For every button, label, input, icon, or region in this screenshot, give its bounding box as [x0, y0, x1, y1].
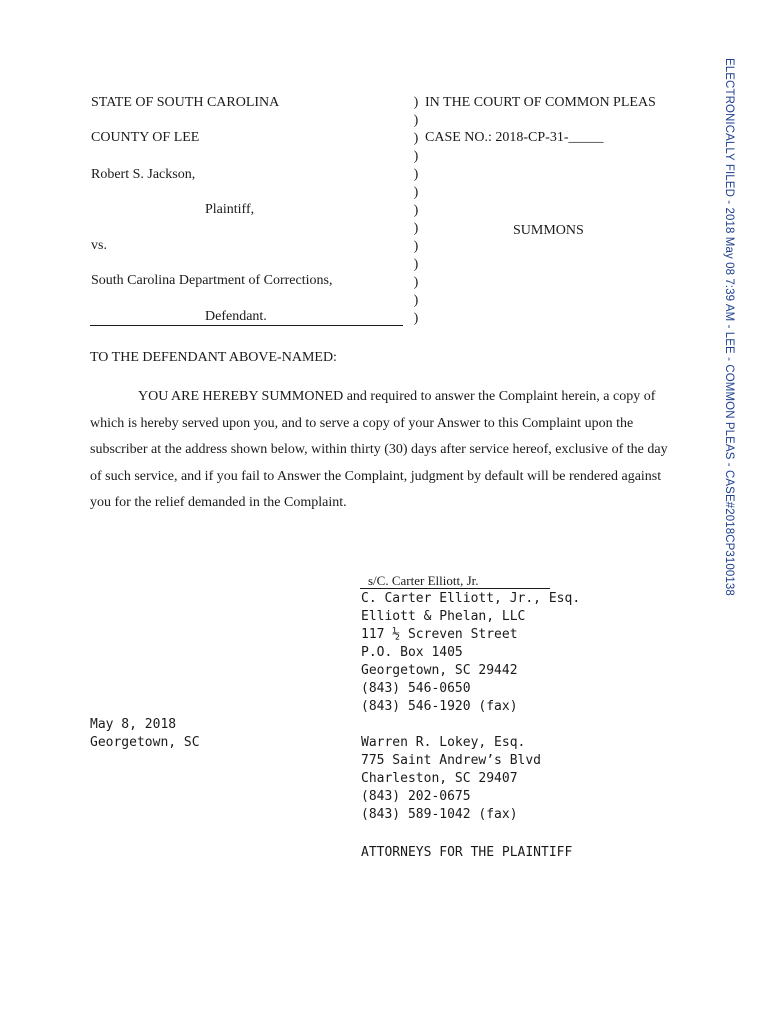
paren-mark: )	[413, 167, 419, 182]
caption-defendant-label: Defendant.	[205, 309, 267, 324]
paren-mark: )	[413, 275, 419, 290]
caption-underline	[90, 325, 403, 326]
attorney1-street: 117 ½ Screven Street	[361, 627, 518, 642]
attorney2-street: 775 Saint Andrew’s Blvd	[361, 753, 542, 768]
attorney1-phone: (843) 546-0650	[361, 681, 471, 696]
signature-line: s/C. Carter Elliott, Jr.	[360, 573, 550, 589]
caption-county: COUNTY OF LEE	[91, 130, 200, 145]
caption-defendant-name: South Carolina Department of Corrections,	[91, 273, 333, 288]
paren-mark: )	[413, 185, 419, 200]
caption-case-number: CASE NO.: 2018-CP-31-_____	[425, 130, 604, 145]
attorney1-firm: Elliott & Phelan, LLC	[361, 609, 526, 624]
dateline-place: Georgetown, SC	[90, 735, 200, 750]
caption-court: IN THE COURT OF COMMON PLEAS	[425, 95, 656, 110]
paren-mark: )	[413, 95, 419, 110]
attorney2-name: Warren R. Lokey, Esq.	[361, 735, 526, 750]
paren-mark: )	[413, 293, 419, 308]
caption-plaintiff-label: Plaintiff,	[205, 202, 255, 217]
paren-mark: )	[413, 113, 419, 128]
addressee-line: TO THE DEFENDANT ABOVE-NAMED:	[90, 350, 337, 365]
attorney1-fax: (843) 546-1920 (fax)	[361, 699, 518, 714]
attorneys-role: ATTORNEYS FOR THE PLAINTIFF	[361, 845, 573, 860]
attorney2-city: Charleston, SC 29407	[361, 771, 518, 786]
paren-mark: )	[413, 257, 419, 272]
attorney1-name: C. Carter Elliott, Jr., Esq.	[361, 591, 581, 606]
caption-plaintiff-name: Robert S. Jackson,	[91, 167, 196, 182]
paren-mark: )	[413, 149, 419, 164]
dateline-date: May 8, 2018	[90, 717, 177, 732]
dateline	[90, 716, 200, 752]
attorney2-phone: (843) 202-0675	[361, 789, 471, 804]
summons-paragraph: YOU ARE HEREBY SUMMONED and required to answer the Complaint herein, a copy of which is hereby served upon you, and to serve a copy of your Answer to this Complaint upon the subscriber at the address shown below, within thirty (30) days after service hereof, exclusive of the day of such service, and if you fail to Answer the Complaint, judgment by default will be rendered against you for the relief demanded in the Complaint.	[90, 389, 668, 510]
paren-mark: )	[413, 311, 419, 326]
attorney2-block	[361, 734, 541, 824]
paren-mark: )	[413, 131, 419, 146]
paren-mark: )	[413, 221, 419, 236]
attorney1-city: Georgetown, SC 29442	[361, 663, 518, 678]
electronic-filing-stamp: ELECTRONICALLY FILED - 2018 May 08 7:39 AM - LEE - COMMON PLEAS - CASE#2018CP3100138	[723, 58, 735, 596]
caption-vs: vs.	[91, 238, 107, 253]
attorney2-fax: (843) 589-1042 (fax)	[361, 807, 518, 822]
attorney1-pobox: P.O. Box 1405	[361, 645, 463, 660]
attorney1-block	[361, 590, 580, 716]
caption-state: STATE OF SOUTH CAROLINA	[91, 95, 280, 110]
paren-mark: )	[413, 239, 419, 254]
document-title: SUMMONS	[513, 223, 584, 238]
paren-mark: )	[413, 203, 419, 218]
